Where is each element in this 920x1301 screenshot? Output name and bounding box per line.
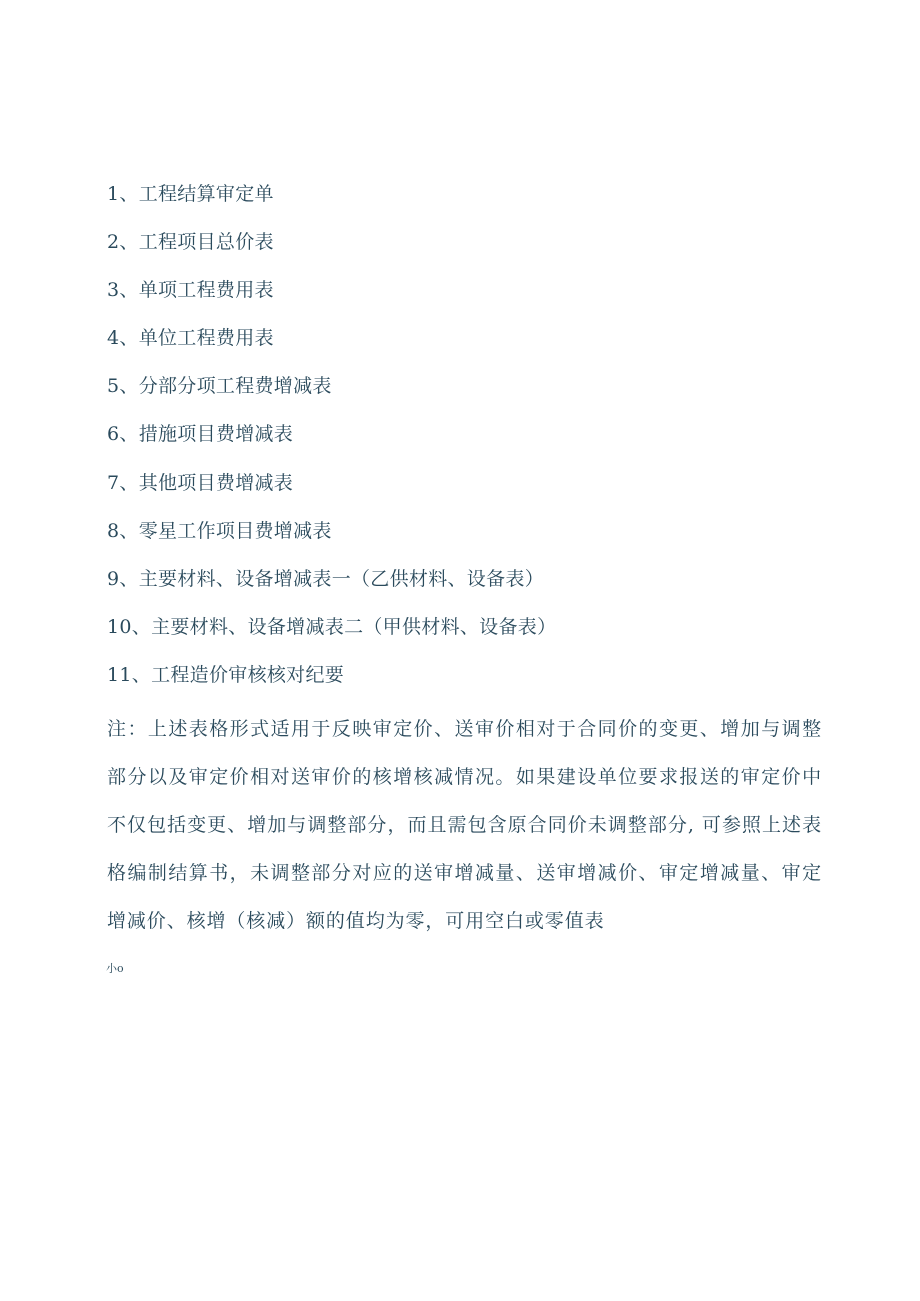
list-item: 2、工程项目总价表 — [107, 231, 274, 254]
list-item: 7、其他项目费增减表 — [107, 471, 294, 494]
list-item: 9、主要材料、设备增减表一（乙供材料、设备表） — [107, 567, 544, 590]
list-item: 10、主要材料、设备增减表二（甲供材料、设备表） — [107, 615, 557, 638]
list-item: 5、分部分项工程费增减表 — [107, 375, 332, 398]
list-item: 6、措施项目费增减表 — [107, 423, 294, 446]
list-item: 1、工程结算审定单 — [107, 183, 274, 205]
list-item: 3、单项工程费用表 — [107, 279, 274, 302]
footer-mark: 小o — [106, 962, 124, 975]
list-item: 4、单位工程费用表 — [107, 327, 274, 350]
note-paragraph: 注：上述表格形式适用于反映审定价、送审价相对于合同价的变更、增加与调整部分以及审定价相对送审价的核增核减情况。如果建设单位要求报送的审定价中不仅包括变更、增加与调整部分，而且需包含原合同价未调整部分, 可参照上述表格编制结算书，未调整部分对应的送审增减量、送审增减价、审定增减量、审定增减价、核增（核减）额的值均为零，可用空白或零值表 — [107, 718, 822, 932]
table-list — [107, 176, 556, 705]
list-item: 8、零星工作项目费增减表 — [107, 519, 332, 542]
list-item: 11、工程造价审核核对纪要 — [107, 663, 345, 686]
